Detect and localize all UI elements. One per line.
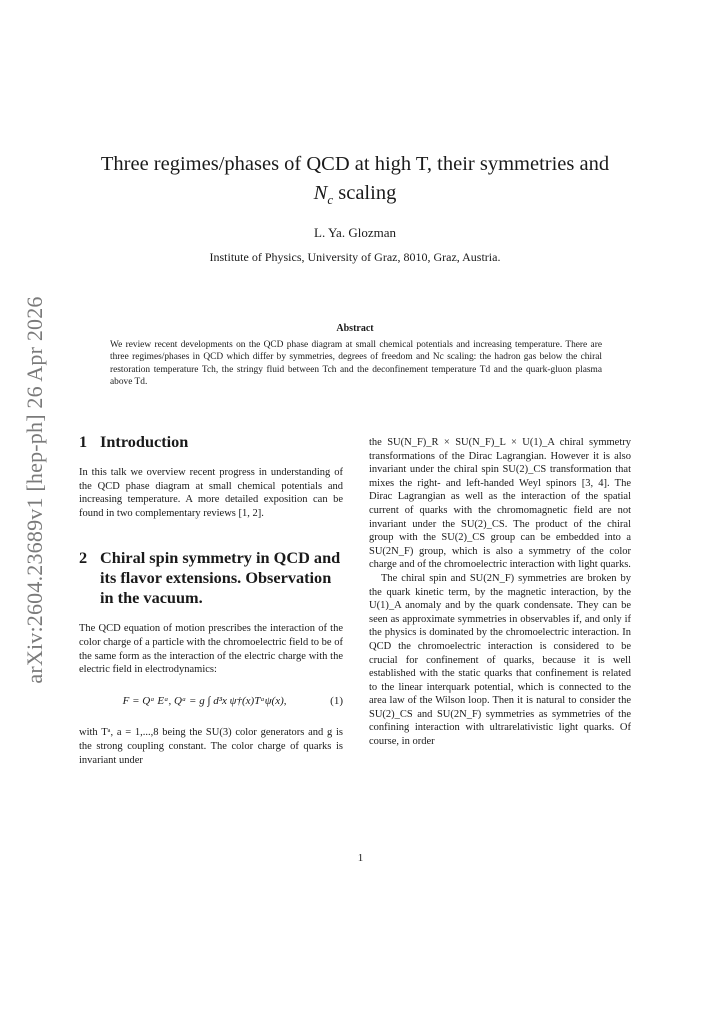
section-2-number: 2 — [79, 548, 88, 568]
section-2-title: Chiral spin symmetry in QCD and its flavor extensions. Observation in the vacuum. — [100, 548, 341, 608]
affiliation: Institute of Physics, University of Graz, 8010, Graz, Austria. — [209, 250, 501, 264]
left-column — [79, 432, 343, 767]
equation-1 — [79, 695, 343, 709]
section-1-number: 1 — [79, 432, 88, 451]
arxiv-sidebar-stamp — [14, 296, 56, 684]
paper-title — [80, 150, 630, 214]
title-line-2 — [80, 179, 630, 214]
abstract-text: We review recent developments on the QCD phase diagram at small chemical potentials and increasing temperature. There are three regimes/phases in QCD which differ by symmetries, degrees of freedom and Nc scaling: the hadron gas below the chiral restoration temperature Tch, the stringy fluid between Tch and the deconfinement temperature Td and the quark-gluon plasma above Td. — [110, 340, 602, 388]
section-1-heading — [79, 432, 343, 452]
section-2-heading — [79, 548, 343, 608]
right-paragraph-2: The chiral spin and SU(2N_F) symmetries are broken by the quark kinetic term, by the magnetic interaction, by the U(1)_A anomaly and by the quark condensate. They can be seen as approximate symmetries in observables if, and only if the physics is dominated by the chromoelectric interaction. In QCD the chromoelectric interaction is considered to be crucial for confinement of quarks, because it is well established with the static quarks that confinement is related to the linear interquark potential, which is connected to the area law of the Wilson loop. Then it is natural to consider the SU(2)_CS and SU(2N_F) symmetries as symmetries of the confining interaction with ultrarelativistic light quarks. Of course, in order — [369, 572, 631, 748]
title-line-2-rest: scaling — [333, 182, 397, 204]
section-2-paragraph: The QCD equation of motion prescribes the interaction of the color charge of a particle with the chromoelectric field to be of the same form as the interaction of the electric charge with the electric field in electrodynamics: — [79, 623, 343, 676]
author: L. Ya. Glozman — [314, 225, 396, 240]
title-nc-symbol: N — [313, 182, 328, 204]
arxiv-id: arXiv:2604.23689v1 [hep-ph] 26 Apr 2026 — [22, 296, 47, 684]
section-1-paragraph: In this talk we overview recent progress in understanding of the QCD phase diagram at small chemical potentials and increasing temperature. A more detailed exposition can be found in two complementary reviews [1, 2]. — [79, 467, 343, 519]
after-equation-paragraph: with Tᵃ, a = 1,...,8 being the SU(3) color generators and g is the strong coupling constant. The color charge of quarks is invariant under — [79, 727, 343, 766]
section-1-title: Introduction — [100, 432, 189, 451]
title-nc-subscript: c — [327, 192, 334, 208]
right-column — [369, 436, 631, 749]
page-number: 1 — [357, 852, 364, 864]
title-line-1: Three regimes/phases of QCD at high T, their symmetries and — [100, 153, 610, 175]
right-paragraph-1: the SU(N_F)_R × SU(N_F)_L × U(1)_A chiral symmetry transformations of the Dirac Lagrangian. However it is also invariant under the chiral spin SU(2)_CS transformation that mixes the right- and left-handed Weyl spinors [3, 4]. The Dirac Lagrangian as well as the interaction of the spatial current of quarks with the chromomagnetic field are not invariant under the SU(2)_CS. The product of the chiral group with the SU(2)_CS group can be embedded into a SU(2N_F) group, which is also a symmetry of the color charge and of the chromoelectric interaction with light quarks. — [369, 437, 631, 571]
equation-1-number: (1) — [330, 694, 343, 707]
equation-1-body: F = Qᵃ Eᵃ, Qᵃ = g ∫ d³x ψ†(x)Tᵃψ(x), — [122, 694, 287, 707]
abstract-heading: Abstract — [336, 323, 374, 334]
